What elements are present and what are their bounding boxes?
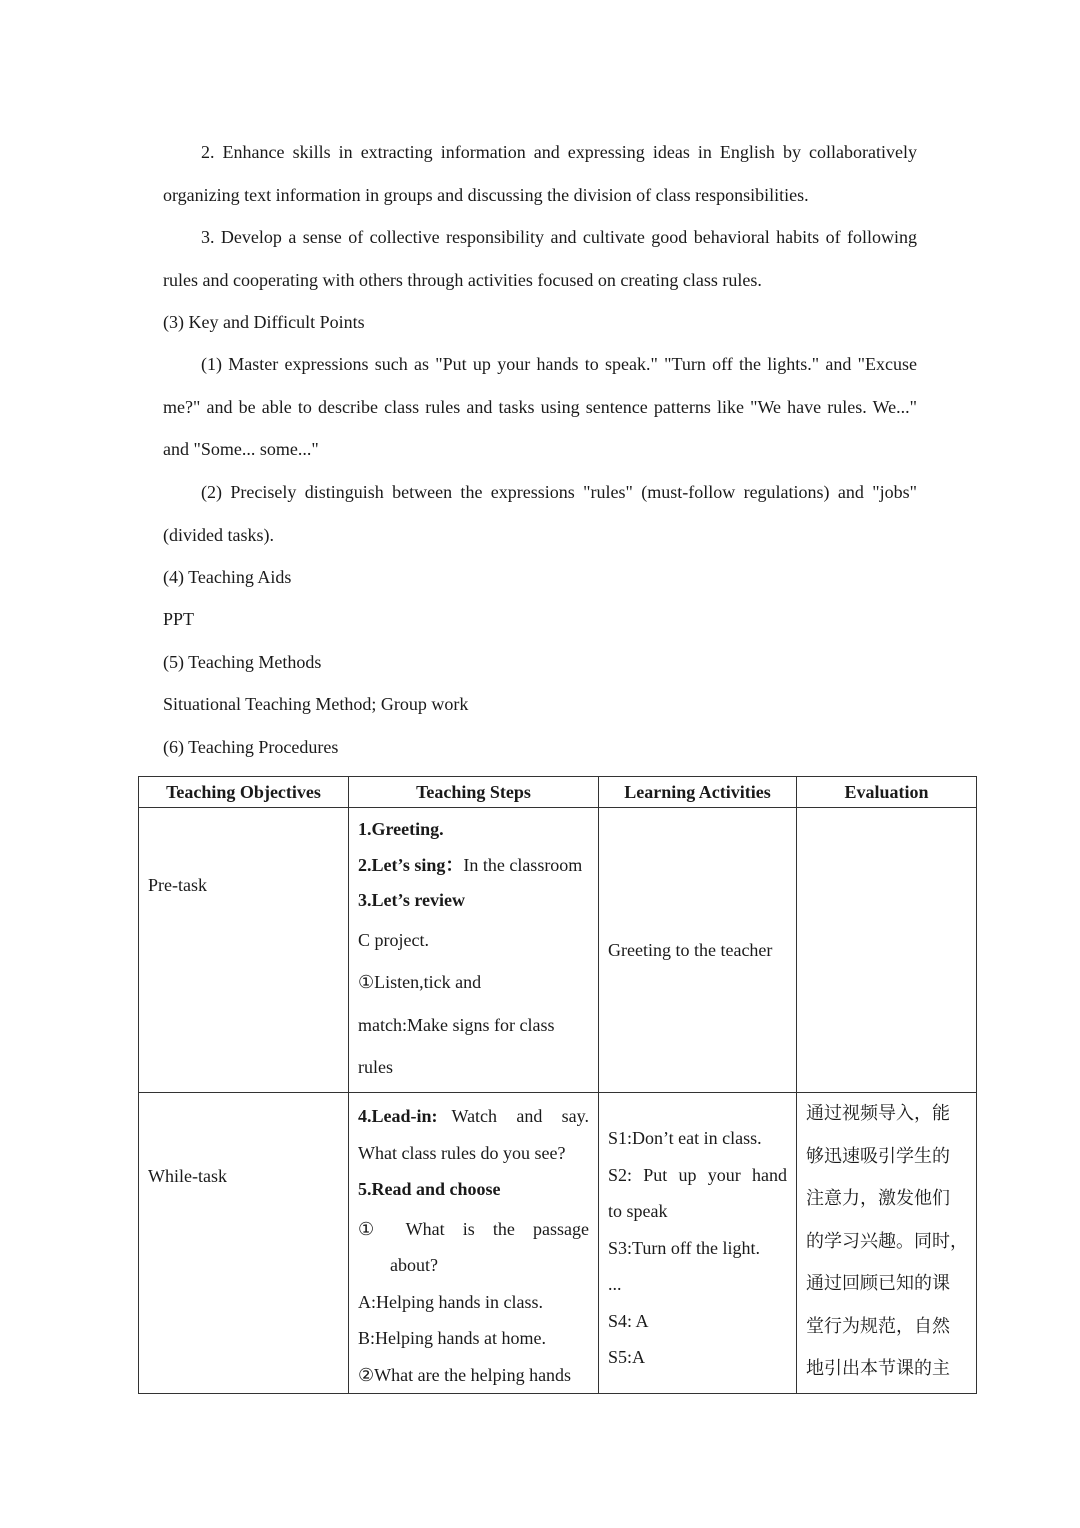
step-option-a: A:Helping hands in class.	[358, 1291, 543, 1312]
step-review: 3.Let’s review	[358, 890, 465, 910]
teaching-procedures-table	[138, 776, 977, 1394]
step-lead-in: 4.Lead-in: Watch and say.	[358, 1106, 589, 1126]
evaluation-line: 通过回顾已知的课	[806, 1273, 950, 1294]
objective-cell	[139, 808, 349, 1093]
header-learning-activities: Learning Activities	[599, 777, 797, 808]
activity-cell	[599, 808, 797, 1093]
evaluation-line: 的学习兴趣。同时，	[806, 1230, 968, 1252]
steps-cell	[349, 1093, 599, 1394]
evaluation-line: 堂行为规范，自然	[806, 1315, 950, 1337]
objective-paragraph-2: 2. Enhance skills in extracting information and expressing ideas in English by collaboratively organizing text information in groups and discussing the division of class responsibilities.	[163, 142, 917, 205]
activity-line: ...	[608, 1274, 622, 1294]
evaluation-line: 注意力，激发他们	[806, 1188, 950, 1209]
section-heading-teaching-aids: (4) Teaching Aids	[163, 567, 292, 587]
activity-line: S2: Put up your hand	[608, 1164, 787, 1185]
step-sing: 2.Let’s sing：In the classroom	[358, 854, 583, 875]
evaluation-line: 够迅速吸引学生的	[806, 1145, 950, 1167]
header-evaluation: Evaluation	[797, 777, 977, 808]
objective-pre-task: Pre-task	[148, 875, 207, 895]
objective-paragraph-3: 3. Develop a sense of collective responsibility and cultivate good behavioral habits of following rules and cooperating with others through activities focused on creating class rules.	[163, 227, 917, 290]
step-greeting: 1.Greeting.	[358, 819, 444, 839]
activity-line: S3:Turn off the light.	[608, 1237, 761, 1258]
evaluation-cell	[797, 808, 977, 1093]
step-read-choose: 5.Read and choose	[358, 1179, 501, 1199]
activity-cell	[599, 1093, 797, 1394]
step-question-2: ②What are the helping hands	[358, 1364, 572, 1385]
step-question-1: ① What is the passage	[358, 1218, 589, 1239]
teaching-methods-value: Situational Teaching Method; Group work	[163, 694, 469, 714]
section-heading-teaching-methods: (5) Teaching Methods	[163, 652, 322, 672]
table-row	[139, 1093, 977, 1394]
step-option-b: B:Helping hands at home.	[358, 1328, 546, 1348]
header-teaching-steps: Teaching Steps	[349, 777, 599, 808]
step-line: rules	[358, 1057, 393, 1077]
teaching-aids-value: PPT	[163, 609, 195, 629]
step-line: match:Make signs for class	[358, 1014, 555, 1035]
evaluation-cell	[797, 1093, 977, 1394]
key-point-2: (2) Precisely distinguish between the expressions "rules" (must-follow regulations) and "jobs" (divided tasks).	[163, 482, 917, 545]
activity-line: S5:A	[608, 1347, 646, 1367]
table-row	[139, 808, 977, 1093]
objective-cell	[139, 1093, 349, 1394]
header-teaching-objectives: Teaching Objectives	[139, 777, 349, 808]
key-point-1: (1) Master expressions such as "Put up your hands to speak." "Turn off the lights." and "Excuse me?" and be able to describe class rules and tasks using sentence patterns like "We have rules. We..." and "Some... some..."	[163, 354, 917, 459]
step-line: about?	[390, 1255, 438, 1275]
steps-cell	[349, 808, 599, 1093]
activity-line: to speak	[608, 1201, 668, 1221]
step-line: What class rules do you see?	[358, 1142, 566, 1163]
step-line: ①Listen,tick and	[358, 972, 482, 992]
evaluation-line: 通过视频导入，能	[806, 1103, 950, 1124]
activity-greeting: Greeting to the teacher	[608, 939, 773, 960]
section-heading-teaching-procedures: (6) Teaching Procedures	[163, 737, 339, 757]
table-header-row	[139, 777, 977, 808]
activity-line: S1:Don’t eat in class.	[608, 1128, 762, 1148]
objective-while-task: While-task	[148, 1166, 227, 1186]
step-line: C project.	[358, 929, 429, 950]
activity-line: S4: A	[608, 1310, 649, 1331]
evaluation-line: 地引出本节课的主	[806, 1358, 950, 1379]
section-heading-key-points: (3) Key and Difficult Points	[163, 312, 365, 332]
